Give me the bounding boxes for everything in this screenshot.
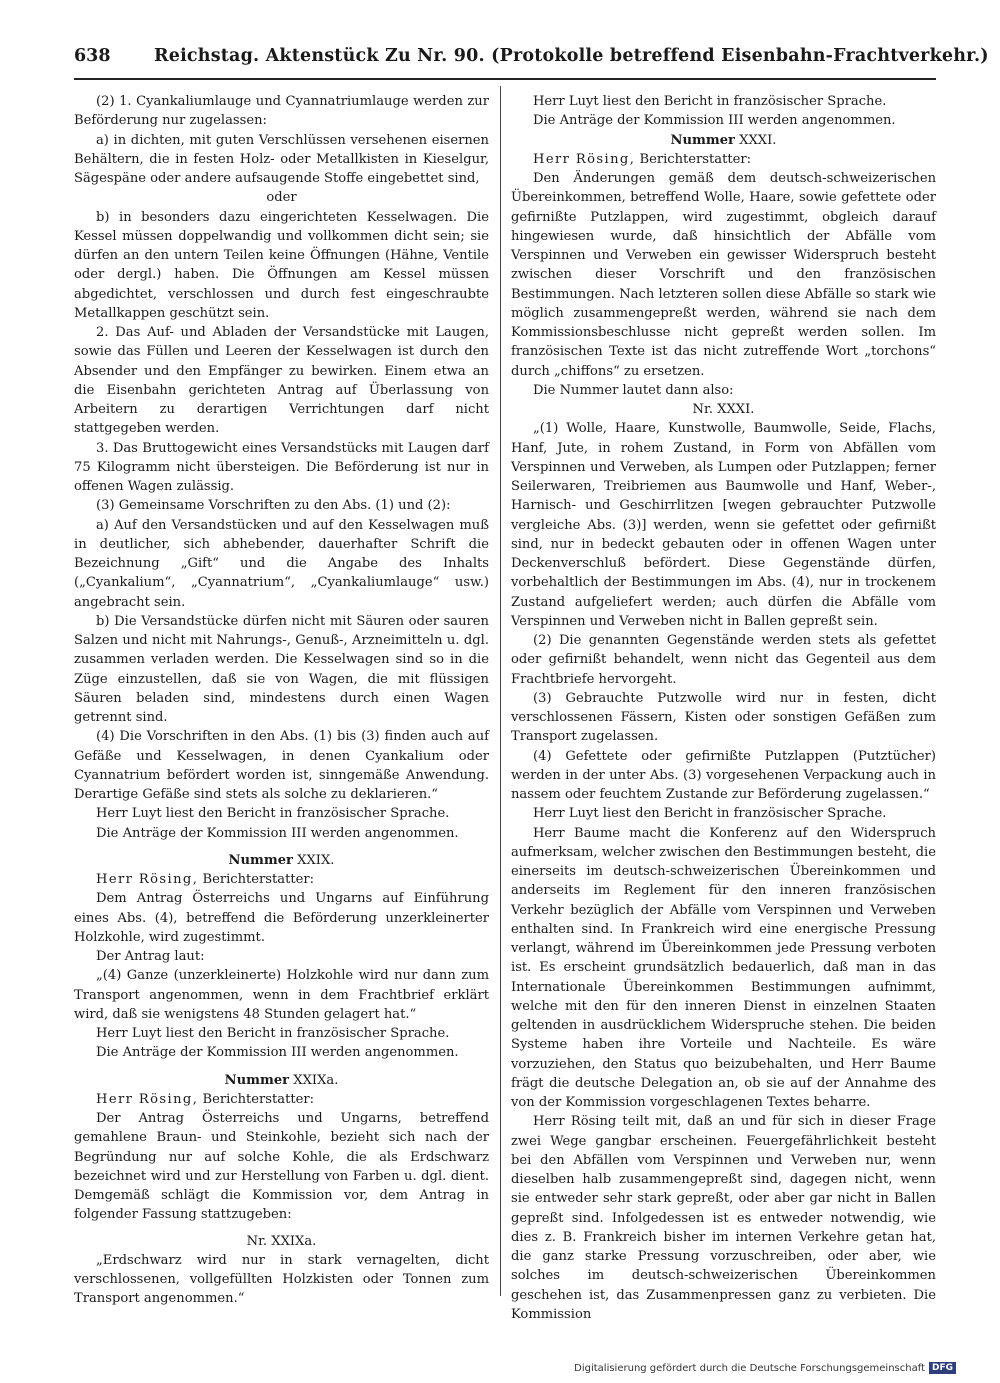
- rapporteur-line: [74, 870, 489, 889]
- paragraph: Den Änderungen gemäß dem deutsch-schweizerischen Übereinkommen, betreffend Wolle, Haare, sowie gefettete oder gefirnißte Putzlappen, wird zugestimmt, obgleich darauf hingewiesen wurde, daß hinsichtlich der Abfälle vom Verspinnen und Verweben ein gewisser Widerspruch besteht zwischen dieser Vorschrift und den französischen Bestimmungen. Nach letzteren sollen diese Abfälle so stark wie möglich zusammengepreßt werden, während sie nach dem Kommissionsbeschlusse nicht gepreßt werden sollen. Im französischen Texte ist das nicht zutreffende Wort „torchons“ durch „chiffons“ zu ersetzen.: [511, 171, 936, 379]
- credit-text: Digitalisierung gefördert durch die Deutsche Forschungsgemeinschaft: [574, 1362, 925, 1374]
- header-rule: [74, 78, 936, 80]
- speaker-name: Herr Rösing,: [533, 151, 636, 167]
- paragraph: Dem Antrag Österreichs und Ungarns auf Einführung eines Abs. (4), betreffend die Beförderung unzerkleinerter Holzkohle, wird zugestimmt.: [74, 891, 489, 945]
- paragraph: (4) Gefettete oder gefirnißte Putzlappen (Putztücher) werden in der unter Abs. (3) vorgesehenen Verpackung auch in nassem oder feuchtem Zustande zur Beförderung zugelassen.“: [511, 748, 936, 802]
- paragraph: 2. Das Auf- und Abladen der Versandstücke mit Laugen, sowie das Füllen und Leeren der Kesselwagen ist durch den Absender und den Empfänger zu bewirken. Einem etwa an die Eisenbahn gerichteten Antrag auf Überlassung von Arbeitern zu derartigen Verrichtungen darf nicht stattgegeben werden.: [74, 325, 489, 437]
- speaker-name: Herr Rösing,: [96, 872, 199, 887]
- paragraph: „(4) Ganze (unzerkleinerte) Holzkohle wird nur dann zum Transport angenommen, wenn in dem Frachtbrief erklärt wird, daß sie wenigstens 48 Stunden gelagert hat.“: [74, 968, 489, 1022]
- column-divider: [500, 86, 501, 1296]
- paragraph: 3. Das Bruttogewicht eines Versandstücks mit Laugen darf 75 Kilogramm nicht übersteigen. Die Beförderung ist nur in offenen Wagen zulässig.: [74, 440, 489, 494]
- right-column: [511, 92, 936, 1324]
- speaker-role: Berichterstatter:: [639, 151, 752, 167]
- paragraph: Die Nummer lautet dann also:: [533, 382, 734, 398]
- paragraph: a) in dichten, mit guten Verschlüssen versehenen eisernen Behältern, die in festen Holz- oder Metallkisten in Kieselgur, Sägespäne oder andere aufsaugende Stoffe eingebettet sind,: [74, 132, 489, 186]
- paragraph: b) Die Versandstücke dürfen nicht mit Säuren oder sauren Salzen und nicht mit Nahrungs-, Genuß-, Arzneimitteln u. dgl. zusammen verladen werden. Die Kesselwagen sind so in die Züge einzustellen, daß sie von Wagen, die mit flüssigen Säuren beladen sind, mindestens durch einen Wagen getrennt sind.: [74, 613, 489, 725]
- paragraph: Der Antrag laut:: [96, 949, 205, 964]
- section-number: XXIXa.: [293, 1072, 339, 1088]
- dfg-logo: DFG: [929, 1362, 956, 1374]
- speaker-role: Berichterstatter:: [202, 1091, 315, 1107]
- section-number: XXXI.: [739, 132, 777, 148]
- subsection-heading: Nr. XXXI.: [692, 402, 755, 417]
- paragraph: Der Antrag Österreichs und Ungarns, betreffend gemahlene Braun- und Steinkohle, bezieht sich nach der Begründung nur auf solche Kohle, die als Erdschwarz bezeichnet wird und zur Herstellung von Farben u. dgl. dient. Demgemäß schlägt die Kommission vor, dem Antrag in folgender Fassung stattzugeben:: [74, 1111, 489, 1223]
- section-label: Nummer: [224, 1072, 290, 1088]
- paragraph: Die Anträge der Kommission III werden angenommen.: [96, 1045, 459, 1061]
- section-label: Nummer: [228, 852, 293, 868]
- section-heading: [74, 1071, 489, 1090]
- paragraph: „(1) Wolle, Haare, Kunstwolle, Baumwolle, Seide, Flachs, Hanf, Jute, in rohem Zustand, in Form von Abfällen vom Verspinnen und Verweben, als Lumpen oder Putzlappen; ferner Seilerwaren, Treibriemen aus Baumwolle und Hanf, Weber-, Harnisch- und Geschirrlitzen [wegen gebrauchter Putzwolle vergleiche Abs. (3)] werden, wenn sie gefettet oder gefirnißt sind, nur in bedeckt gebauten oder in offenen Wagen unter Deckenverschluß befördert. Diese Gegenstände dürfen, vorbehaltlich der Bestimmungen im Abs. (4), nur in trockenem Zustand aufgeliefert werden; auch dürfen die Abfälle vom Verspinnen und Verweben nicht in Ballen gepreßt sein.: [511, 421, 936, 629]
- paragraph: (3) Gebrauchte Putzwolle wird nur in festen, dicht verschlossenen Fässern, Kisten oder sonstigen Gefäßen zum Transport zugelassen.: [511, 690, 936, 745]
- paragraph: a) Auf den Versandstücken und auf den Kesselwagen muß in deutlicher, sich abhebender, dauerhafter Schrift die Bezeichnung „Gift“ und die Angabe des Inhalts („Cyankalium“, „Cyannatrium“, „Cyankaliumlauge“ usw.) angebracht sein.: [74, 517, 489, 610]
- paragraph: oder: [266, 190, 297, 206]
- paragraph: (4) Die Vorschriften in den Abs. (1) bis (3) finden auch auf Gefäße und Kesselwagen, in denen Cyankalium oder Cyannatrium befördert worden ist, sinngemäße Anwendung. Derartige Gefäße sind stets als solche zu deklarieren.“: [74, 729, 489, 802]
- paragraph: Herr Luyt liest den Bericht in französischer Sprache.: [96, 1026, 450, 1041]
- speaker-role: Berichterstatter:: [202, 872, 315, 887]
- page-number: 638: [74, 46, 111, 66]
- section-label: Nummer: [670, 132, 735, 148]
- paragraph: Die Anträge der Kommission III werden angenommen.: [533, 113, 896, 129]
- paragraph: Herr Luyt liest den Bericht in französischer Sprache.: [533, 94, 887, 109]
- paragraph: Die Anträge der Kommission III werden angenommen.: [96, 825, 459, 841]
- paragraph: Herr Luyt liest den Bericht in französischer Sprache.: [533, 806, 887, 822]
- paragraph: Herr Baume macht die Konferenz auf den Widerspruch aufmerksam, welcher zwischen den Bestimmungen besteht, die einerseits im deutsch-schweizerischen Übereinkommen und anderseits im Reglement für den inneren französischen Verkehr bezüglich der Abfälle vom Verspinnen und Verweben enthalten sind. In Frankreich wird eine energische Pressung verlangt, während im Übereinkommen jede Pressung verboten ist. Es erscheint grundsätzlich bedauerlich, daß man in das Internationale Übereinkommen Bestimmungen aufnimmt, welche mit den für den inneren Dienst in einzelnen Staaten geltenden in ausdrücklichem Widerspruche stehen. Die beiden Systeme haben ihre Vorteile und Nachteile. Es wäre vorzuziehen, den Status quo beizubehalten, und Herr Baume frägt die deutsche Delegation an, ob sie auf der Annahme des von der Kommission vorgeschlagenen Textes beharre.: [511, 825, 936, 1110]
- paragraph: b) in besonders dazu eingerichteten Kesselwagen. Die Kessel müssen doppelwandig und vollkommen dicht sein; sie dürfen an den untern Teilen keine Öffnungen (Hähne, Ventile oder dergl.) haben. Die Öffnungen am Kessel müssen abgedichtet, verschlossen und durch fest eingeschraubte Metallkappen geschützt sein.: [74, 209, 489, 321]
- rapporteur-line: [74, 1090, 489, 1109]
- speaker-name: Herr Rösing,: [96, 1091, 199, 1107]
- paragraph: Herr Rösing teilt mit, daß an und für sich in dieser Frage zwei Wege gangbar erscheinen. Feuergefährlichkeit besteht bei den Abfällen vom Verspinnen und Verweben nur, wenn dieselben halb zusammengepreßt sind, dagegen nicht, wenn sie entweder sehr stark gepreßt, oder aber gar nicht in Ballen gepreßt sind. Infolgedessen ist es entweder notwendig, wie dies z. B. Frankreich bisher im internen Verkehre getan hat, die ganz starke Pressung vorzuschreiben, oder aber, wie solches im deutsch-schweizerischen Übereinkommen geschehen ist, das Zusammenpressen ganz zu verbieten. Die Kommission: [511, 1114, 936, 1322]
- running-title: Reichstag. Aktenstück Zu Nr. 90. (Protokolle betreffend Eisenbahn-Frachtverkehr.): [154, 46, 989, 66]
- section-number: XXIX.: [297, 852, 335, 868]
- digitization-credit: [574, 1362, 956, 1374]
- paragraph: (3) Gemeinsame Vorschriften zu den Abs. (1) und (2):: [96, 498, 451, 514]
- subsection-heading: Nr. XXIXa.: [246, 1233, 317, 1249]
- paragraph: (2) Die genannten Gegenstände werden stets als gefettet oder gefirnißt behandelt, wenn nicht das Gegenteil aus dem Frachtbriefe hervorgeht.: [511, 633, 936, 687]
- section-heading: [74, 851, 489, 870]
- page-header: [74, 46, 989, 74]
- paragraph: (2) 1. Cyankaliumlauge und Cyannatriumlauge werden zur Beförderung nur zugelassen:: [74, 94, 489, 129]
- section-heading: [511, 131, 936, 150]
- paragraph: „Erdschwarz wird nur in stark vernagelten, dicht verschlossenen, vollgefüllten Holzkisten oder Tonnen zum Transport angenommen.“: [74, 1252, 489, 1307]
- paragraph: Herr Luyt liest den Bericht in französischer Sprache.: [96, 806, 450, 822]
- rapporteur-line: [511, 150, 936, 169]
- left-column: [74, 92, 489, 1309]
